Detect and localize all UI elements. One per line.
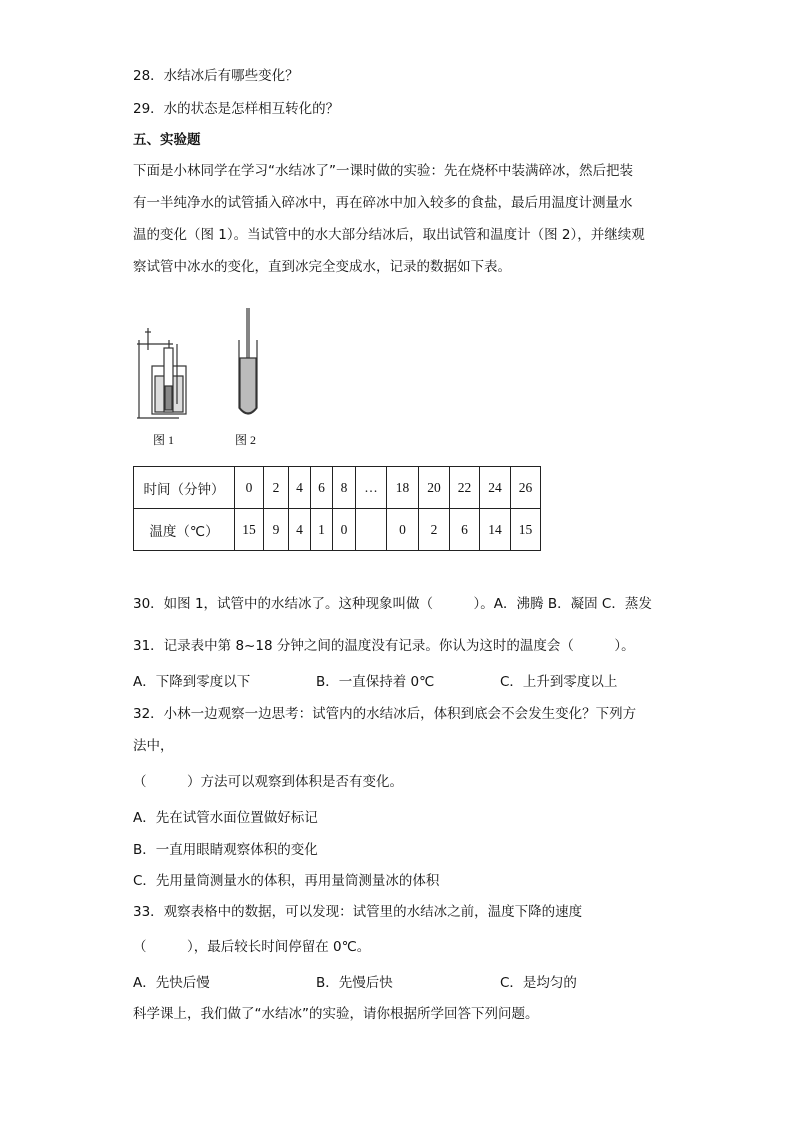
time-header: 时间（分钟） [134, 467, 235, 509]
temperature-header: 温度（℃） [134, 509, 235, 551]
table-cell: 26 [511, 467, 541, 509]
question-32-option-c: C．先用量筒测量水的体积，再用量筒测量冰的体积 [133, 873, 440, 889]
question-28: 28．水结冰后有哪些变化？ [133, 68, 299, 84]
intro-line-2: 有一半纯净水的试管插入碎冰中，再在碎冰中加入较多的食盐，最后用温度计测量水 [133, 195, 633, 211]
figure-2-label: 图 2 [235, 433, 257, 447]
apparatus-illustration [133, 300, 283, 450]
figure-2-drawing [239, 308, 257, 414]
table-cell: 22 [450, 467, 480, 509]
table-cell: 0 [333, 509, 356, 551]
table-cell: 4 [289, 509, 311, 551]
table-cell: 24 [480, 467, 511, 509]
table-row [134, 467, 541, 509]
table-cell: 14 [480, 509, 511, 551]
question-33-option-b: B．先慢后快 [316, 975, 393, 991]
section-title: 五、实验题 [133, 132, 201, 148]
intro-line-3: 温的变化（图 1）。当试管中的水大部分结冰后，取出试管和温度计（图 2），并继续观 [133, 227, 645, 243]
table-cell: 18 [387, 467, 419, 509]
table-cell: 0 [387, 509, 419, 551]
question-31-option-b: B．一直保持着 0℃ [316, 674, 435, 690]
question-31-option-c: C．上升到零度以上 [500, 674, 618, 690]
question-31-stem: 31．记录表中第 8~18 分钟之间的温度没有记录。你认为这时的温度会（ ）。 [133, 638, 635, 654]
question-29: 29．水的状态是怎样相互转化的？ [133, 101, 340, 117]
intro-line-1: 下面是小林同学在学习“水结冰了”一课时做的实验：先在烧杯中装满碎冰，然后把装 [133, 163, 633, 179]
question-33-stem-2: （ ），最后较长时间停留在 0℃。 [133, 939, 371, 955]
question-32-stem-3: （ ）方法可以观察到体积是否有变化。 [133, 774, 403, 790]
question-33-option-a: A．先快后慢 [133, 975, 210, 991]
table-cell: … [356, 467, 387, 509]
question-32-option-b: B．一直用眼睛观察体积的变化 [133, 842, 318, 858]
table-cell: 9 [264, 509, 289, 551]
table-cell: 15 [235, 509, 264, 551]
table-cell: 2 [264, 467, 289, 509]
table-cell: 0 [235, 467, 264, 509]
table-cell: 6 [450, 509, 480, 551]
table-cell: 20 [419, 467, 450, 509]
question-33-option-c: C．是均匀的 [500, 975, 577, 991]
question-30: 30．如图 1，试管中的水结冰了。这种现象叫做（ ）。A．沸腾 B．凝固 C．蒸发 [133, 596, 652, 612]
data-table [133, 466, 541, 551]
question-32-stem-2: 法中， [133, 738, 174, 754]
table-cell [356, 509, 387, 551]
question-33-stem-1: 33．观察表格中的数据，可以发现：试管里的水结冰之前，温度下降的速度 [133, 904, 583, 920]
table-cell: 15 [511, 509, 541, 551]
table-cell: 4 [289, 467, 311, 509]
table-cell: 6 [311, 467, 333, 509]
figure-1-drawing [137, 328, 186, 418]
question-32-option-a: A．先在试管水面位置做好标记 [133, 810, 318, 826]
table-row [134, 509, 541, 551]
experiment-figures [133, 300, 283, 454]
table-cell: 2 [419, 509, 450, 551]
intro-line-4: 察试管中冰水的变化，直到冰完全变成水，记录的数据如下表。 [133, 259, 511, 275]
table-cell: 8 [333, 467, 356, 509]
figure-1-label: 图 1 [153, 433, 175, 447]
question-32-stem-1: 32．小林一边观察一边思考：试管内的水结冰后，体积到底会不会发生变化？下列方 [133, 706, 637, 722]
table-cell: 1 [311, 509, 333, 551]
closing-line: 科学课上，我们做了“水结冰”的实验，请你根据所学回答下列问题。 [133, 1006, 539, 1022]
question-31-option-a: A．下降到零度以下 [133, 674, 251, 690]
